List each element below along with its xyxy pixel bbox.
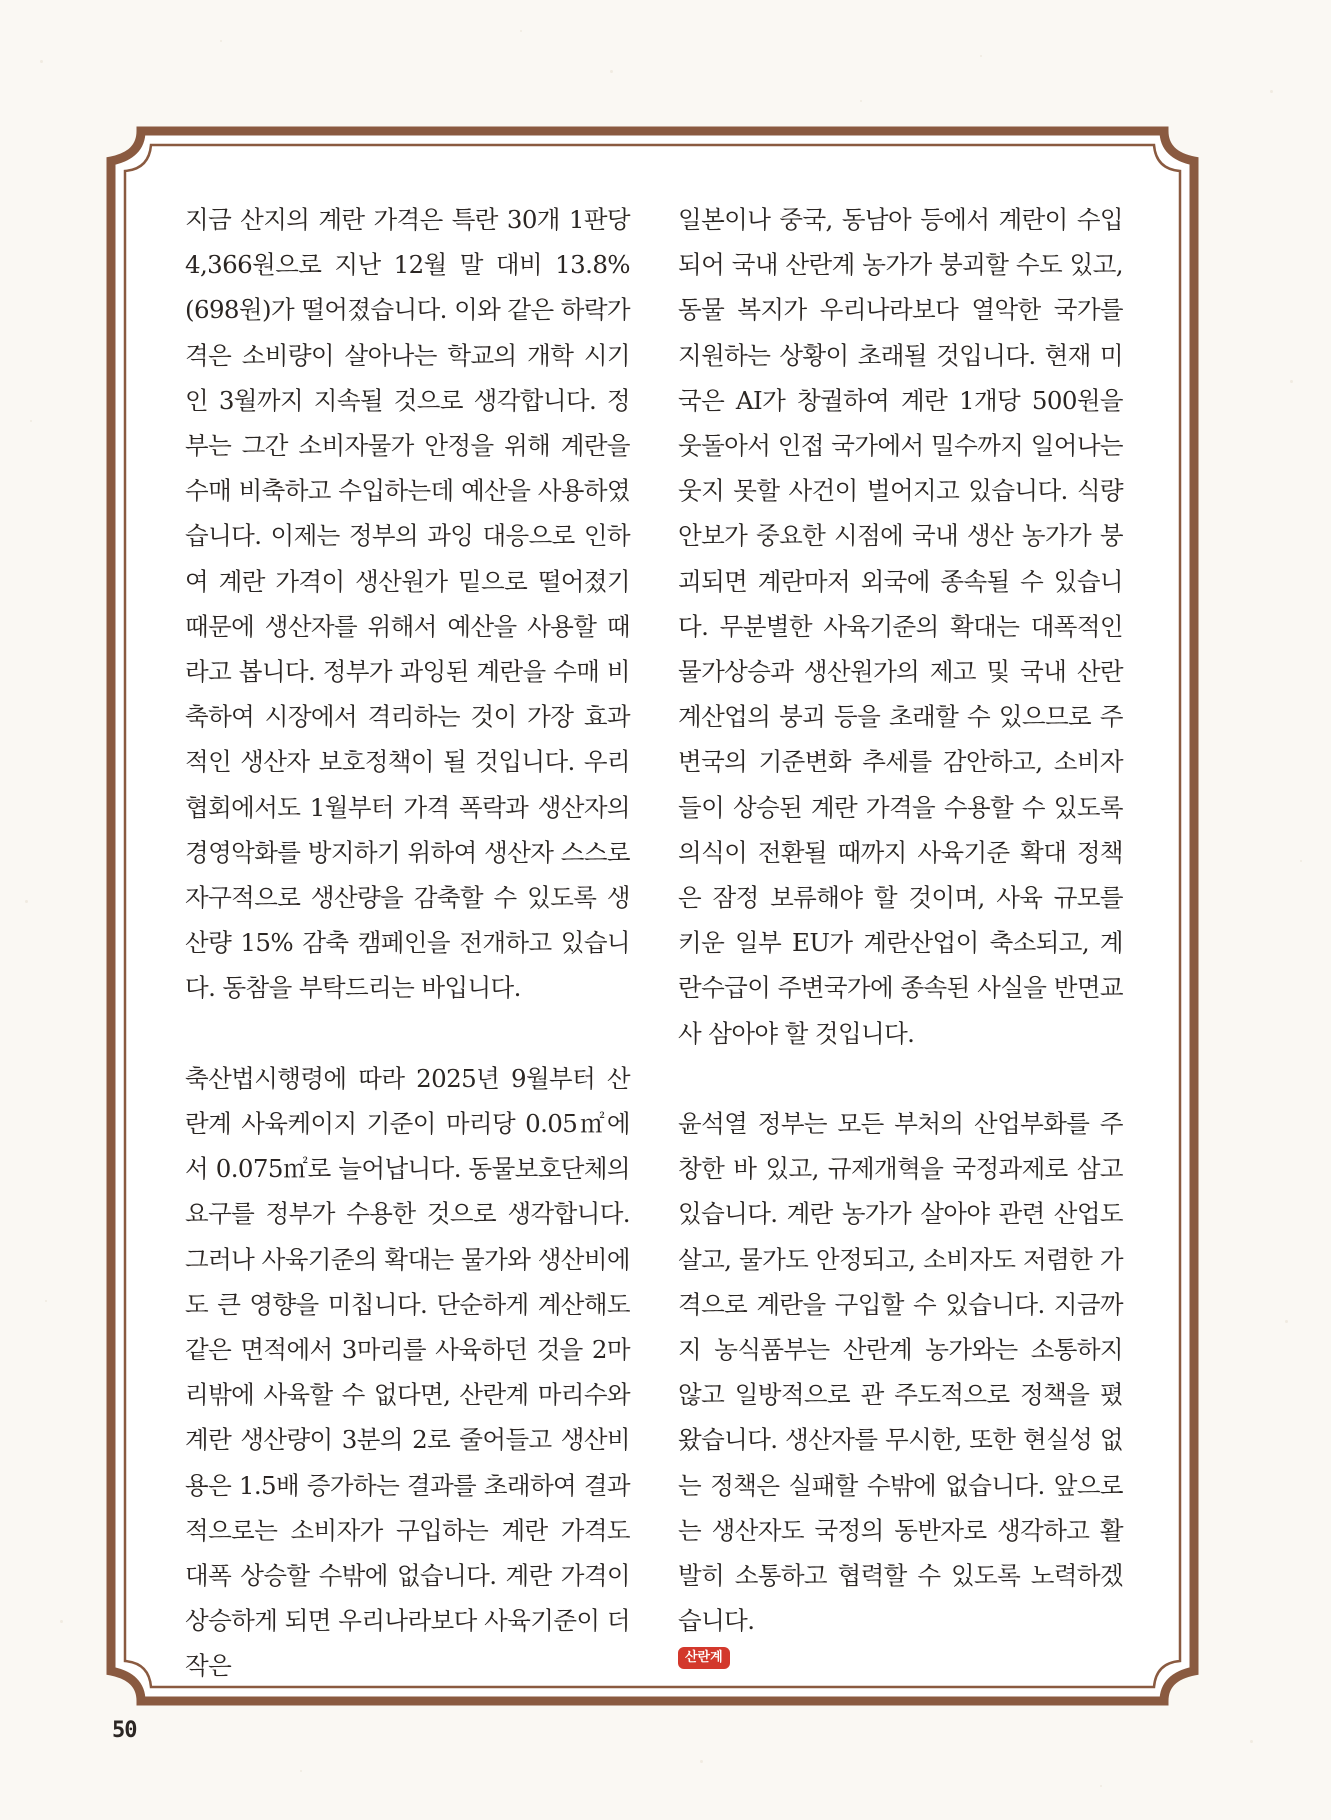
paper-texture-speck — [610, 70, 613, 73]
paper-texture-speck — [1250, 1740, 1253, 1743]
paper-texture-speck — [860, 100, 862, 102]
end-mark-logo: 산란계 — [678, 1647, 730, 1669]
paper-texture-speck — [220, 40, 222, 42]
paragraph: 지금 산지의 계란 가격은 특란 30개 1판당 4,366원으로 지난 12월 말 대비 13.8%(698원)가 떨어졌습니다. 이와 같은 하락가격은 소비량이 살아나는 학교의 개학 시기인 3월까지 지속될 것으로 생각합니다. 정부는 그간 소비자물가 안정을 위해 계란을 수매 비축하고 수입하는데 예산을 사용하였습니다. 이제는 정부의 과잉 대응으로 인하여 계란 가격이 생산원가 밑으로 떨어졌기 때문에 생산자를 위해서 예산을 사용할 때라고 봅니다. 정부가 과잉된 계란을 수매 비축하여 시장에서 격리하는 것이 가장 효과적인 생산자 보호정책이 될 것입니다. 우리 협회에서도 1월부터 가격 폭락과 생산자의 경영악화를 방지하기 위하여 생산자 스스로 자구적으로 생산량을 감축할 수 있도록 생산량 15% 감축 캠페인을 전개하고 있습니다. 동참을 부탁드리는 바입니다. — [185, 205, 630, 1003]
paper-texture-speck — [25, 900, 28, 903]
paper-texture-speck — [1290, 380, 1293, 383]
paragraph: 일본이나 중국, 동남아 등에서 계란이 수입되어 국내 산란계 농가가 붕괴할 수도 있고, 동물 복지가 우리나라보다 열악한 국가를 지원하는 상황이 초래될 것입니다. 현재 미국은 AI가 창궐하여 계란 1개당 500원을 웃돌아서 인접 국가에서 밀수까지 일어나는 웃지 못할 사건이 벌어지고 있습니다. 식량안보가 중요한 시점에 국내 생산 농가가 붕괴되면 계란마저 외국에 종속될 수 있습니다. 무분별한 사육기준의 확대는 대폭적인 물가상승과 생산원가의 제고 및 국내 산란계산업의 붕괴 등을 초래할 수 있으므로 주변국의 기준변화 추세를 감안하고, 소비자들이 상승된 계란 가격을 수용할 수 있도록 의식이 전환될 때까지 사육기준 확대 정책은 잠정 보류해야 할 것이며, 사육 규모를 키운 일부 EU가 계란산업이 축소되고, 계란수급이 주변국가에 종속된 사실을 반면교사 삼아야 할 것입니다. — [678, 205, 1123, 1048]
paper-texture-speck — [1100, 1785, 1102, 1787]
paragraph: 윤석열 정부는 모든 부처의 산업부화를 주창한 바 있고, 규제개혁을 국정과제로 삼고 있습니다. 계란 농가가 살아야 관련 산업도 살고, 물가도 안정되고, 소비자도 저렴한 가격으로 계란을 구입할 수 있습니다. 지금까지 농식품부는 산란계 농가와는 소통하지 않고 일방적으로 관 주도적으로 정책을 폈왔습니다. 생산자를 무시한, 또한 현실성 없는 정책은 실패할 수밖에 없습니다. 앞으로는 생산자도 국정의 동반자로 생각하고 활발히 소통하고 협력할 수 있도록 노력하겠습니다. — [678, 1109, 1123, 1636]
paper-texture-speck — [980, 55, 982, 57]
paper-texture-speck — [60, 1620, 63, 1623]
paper-texture-speck — [1270, 90, 1273, 93]
paper-texture-speck — [520, 30, 522, 32]
article-right-column — [678, 197, 1123, 1689]
paper-texture-speck — [30, 420, 32, 422]
page-number: 50 — [112, 1718, 137, 1743]
paper-texture-speck — [45, 1300, 47, 1302]
paper-texture-speck — [1285, 1320, 1288, 1323]
paper-texture-speck — [40, 60, 43, 63]
paragraph: 축산법시행령에 따라 2025년 9월부터 산란계 사육케이지 기준이 마리당 0.05㎡에서 0.075㎡로 늘어납니다. 동물보호단체의 요구를 정부가 수용한 것으로 생각합니다. 그러나 사육기준의 확대는 물가와 생산비에도 큰 영향을 미칩니다. 단순하게 계산해도 같은 면적에서 3마리를 사육하던 것을 2마리밖에 사육할 수 없다면, 산란계 마리수와 계란 생산량이 3분의 2로 줄어들고 생산비용은 1.5배 증가하는 결과를 초래하여 결과적으로는 소비자가 구입하는 계란 가격도 대폭 상승할 수밖에 없습니다. 계란 가격이 상승하게 되면 우리나라보다 사육기준이 더 작은 — [185, 1063, 630, 1681]
paper-texture-speck — [300, 1770, 302, 1772]
article-left-column — [185, 197, 630, 1689]
paper-texture-speck — [1300, 860, 1302, 862]
paper-texture-speck — [700, 1760, 703, 1763]
